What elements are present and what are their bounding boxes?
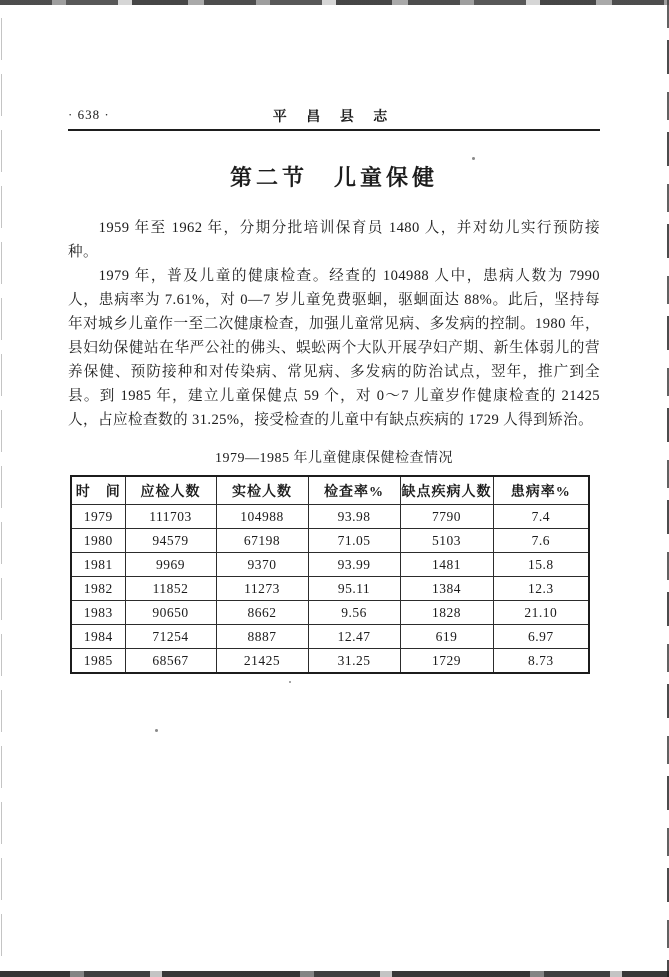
section-title: 第二节 儿童保健 (229, 165, 438, 190)
scan-speck (289, 681, 291, 683)
table-cell: 11852 (125, 577, 216, 601)
scan-artifact-bottom-edge (0, 971, 669, 977)
table-cell: 619 (400, 625, 493, 649)
table-cell: 1980 (71, 529, 125, 553)
child-health-check-table (70, 475, 590, 674)
table-cell: 1481 (400, 553, 493, 577)
table-cell: 67198 (216, 529, 308, 553)
table-cell: 68567 (125, 649, 216, 674)
table-cell: 9969 (125, 553, 216, 577)
column-header: 检查率% (308, 476, 400, 505)
table-cell: 1983 (71, 601, 125, 625)
paragraph: 1979 年，普及儿童的健康检查。经查的 104988 人中，患病人数为 7990 人，患病率为 7.61%，对 0—7 岁儿童免费驱蛔，驱蛔面达 88%。此后，坚持每年对城乡儿童作一至二次健康检查，加强儿童常见病、多发病的控制。1980 年，县妇幼保健站在华严公社的佛头、蜈蚣两个大队开展孕妇产期、新生体弱儿的营养保健、预防接种和对传染病、常见病、多发病的防治试点，翌年，推广到全县。到 1985 年，建立儿童保健点 59 个，对 0～7 儿童岁作健康检查的 21425 人，占应检查数的 31.25%，接受检查的儿童中有缺点疾病的 1729 人得到矫治。 (68, 268, 600, 428)
column-header: 实检人数 (216, 476, 308, 505)
table-cell: 8662 (216, 601, 308, 625)
table-cell: 104988 (216, 505, 308, 529)
table-cell: 1981 (71, 553, 125, 577)
table-cell: 111703 (125, 505, 216, 529)
table-cell: 1984 (71, 625, 125, 649)
table-cell: 31.25 (308, 649, 400, 674)
table-row (71, 601, 589, 625)
table-cell: 8887 (216, 625, 308, 649)
table-cell: 7790 (400, 505, 493, 529)
book-title: 平 昌 县 志 (272, 110, 396, 125)
table-row (71, 649, 589, 674)
table-cell: 93.99 (308, 553, 400, 577)
table-cell: 1384 (400, 577, 493, 601)
table-cell: 8.73 (493, 649, 589, 674)
page-number: · 638 · (68, 107, 110, 122)
table-cell: 6.97 (493, 625, 589, 649)
table-cell: 21.10 (493, 601, 589, 625)
table-header-row (71, 476, 589, 505)
column-header: 时 间 (71, 476, 125, 505)
column-header: 患病率% (493, 476, 589, 505)
table-cell: 1982 (71, 577, 125, 601)
running-header (68, 106, 600, 128)
table-cell: 11273 (216, 577, 308, 601)
table-cell: 7.4 (493, 505, 589, 529)
paragraph: 1959 年至 1962 年，分期分批培训保育员 1480 人，并对幼儿实行预防接种。 (68, 220, 600, 260)
scan-artifact-left-edge (1, 18, 2, 963)
table-row (71, 505, 589, 529)
table-cell: 15.8 (493, 553, 589, 577)
table-cell: 5103 (400, 529, 493, 553)
table-cell: 12.3 (493, 577, 589, 601)
table-cell: 1729 (400, 649, 493, 674)
scan-artifact-top-edge (0, 0, 669, 5)
table-cell: 90650 (125, 601, 216, 625)
table-cell: 12.47 (308, 625, 400, 649)
table-cell: 71254 (125, 625, 216, 649)
table-cell: 1985 (71, 649, 125, 674)
table-cell: 7.6 (493, 529, 589, 553)
table-cell: 95.11 (308, 577, 400, 601)
table-cell: 93.98 (308, 505, 400, 529)
table-cell: 1979 (71, 505, 125, 529)
table-cell: 94579 (125, 529, 216, 553)
table-title: 1979—1985 年儿童健康保健检查情况 (215, 451, 453, 466)
table-row (71, 529, 589, 553)
table-cell: 1828 (400, 601, 493, 625)
table-cell: 71.05 (308, 529, 400, 553)
table-cell: 9370 (216, 553, 308, 577)
table-row (71, 625, 589, 649)
scan-speck (155, 729, 158, 732)
table-cell: 9.56 (308, 601, 400, 625)
column-header: 应检人数 (125, 476, 216, 505)
table-row (71, 553, 589, 577)
header-rule (68, 129, 600, 131)
column-header: 缺点疾病人数 (400, 476, 493, 505)
page-content (68, 106, 600, 674)
table-row (71, 577, 589, 601)
table-cell: 21425 (216, 649, 308, 674)
